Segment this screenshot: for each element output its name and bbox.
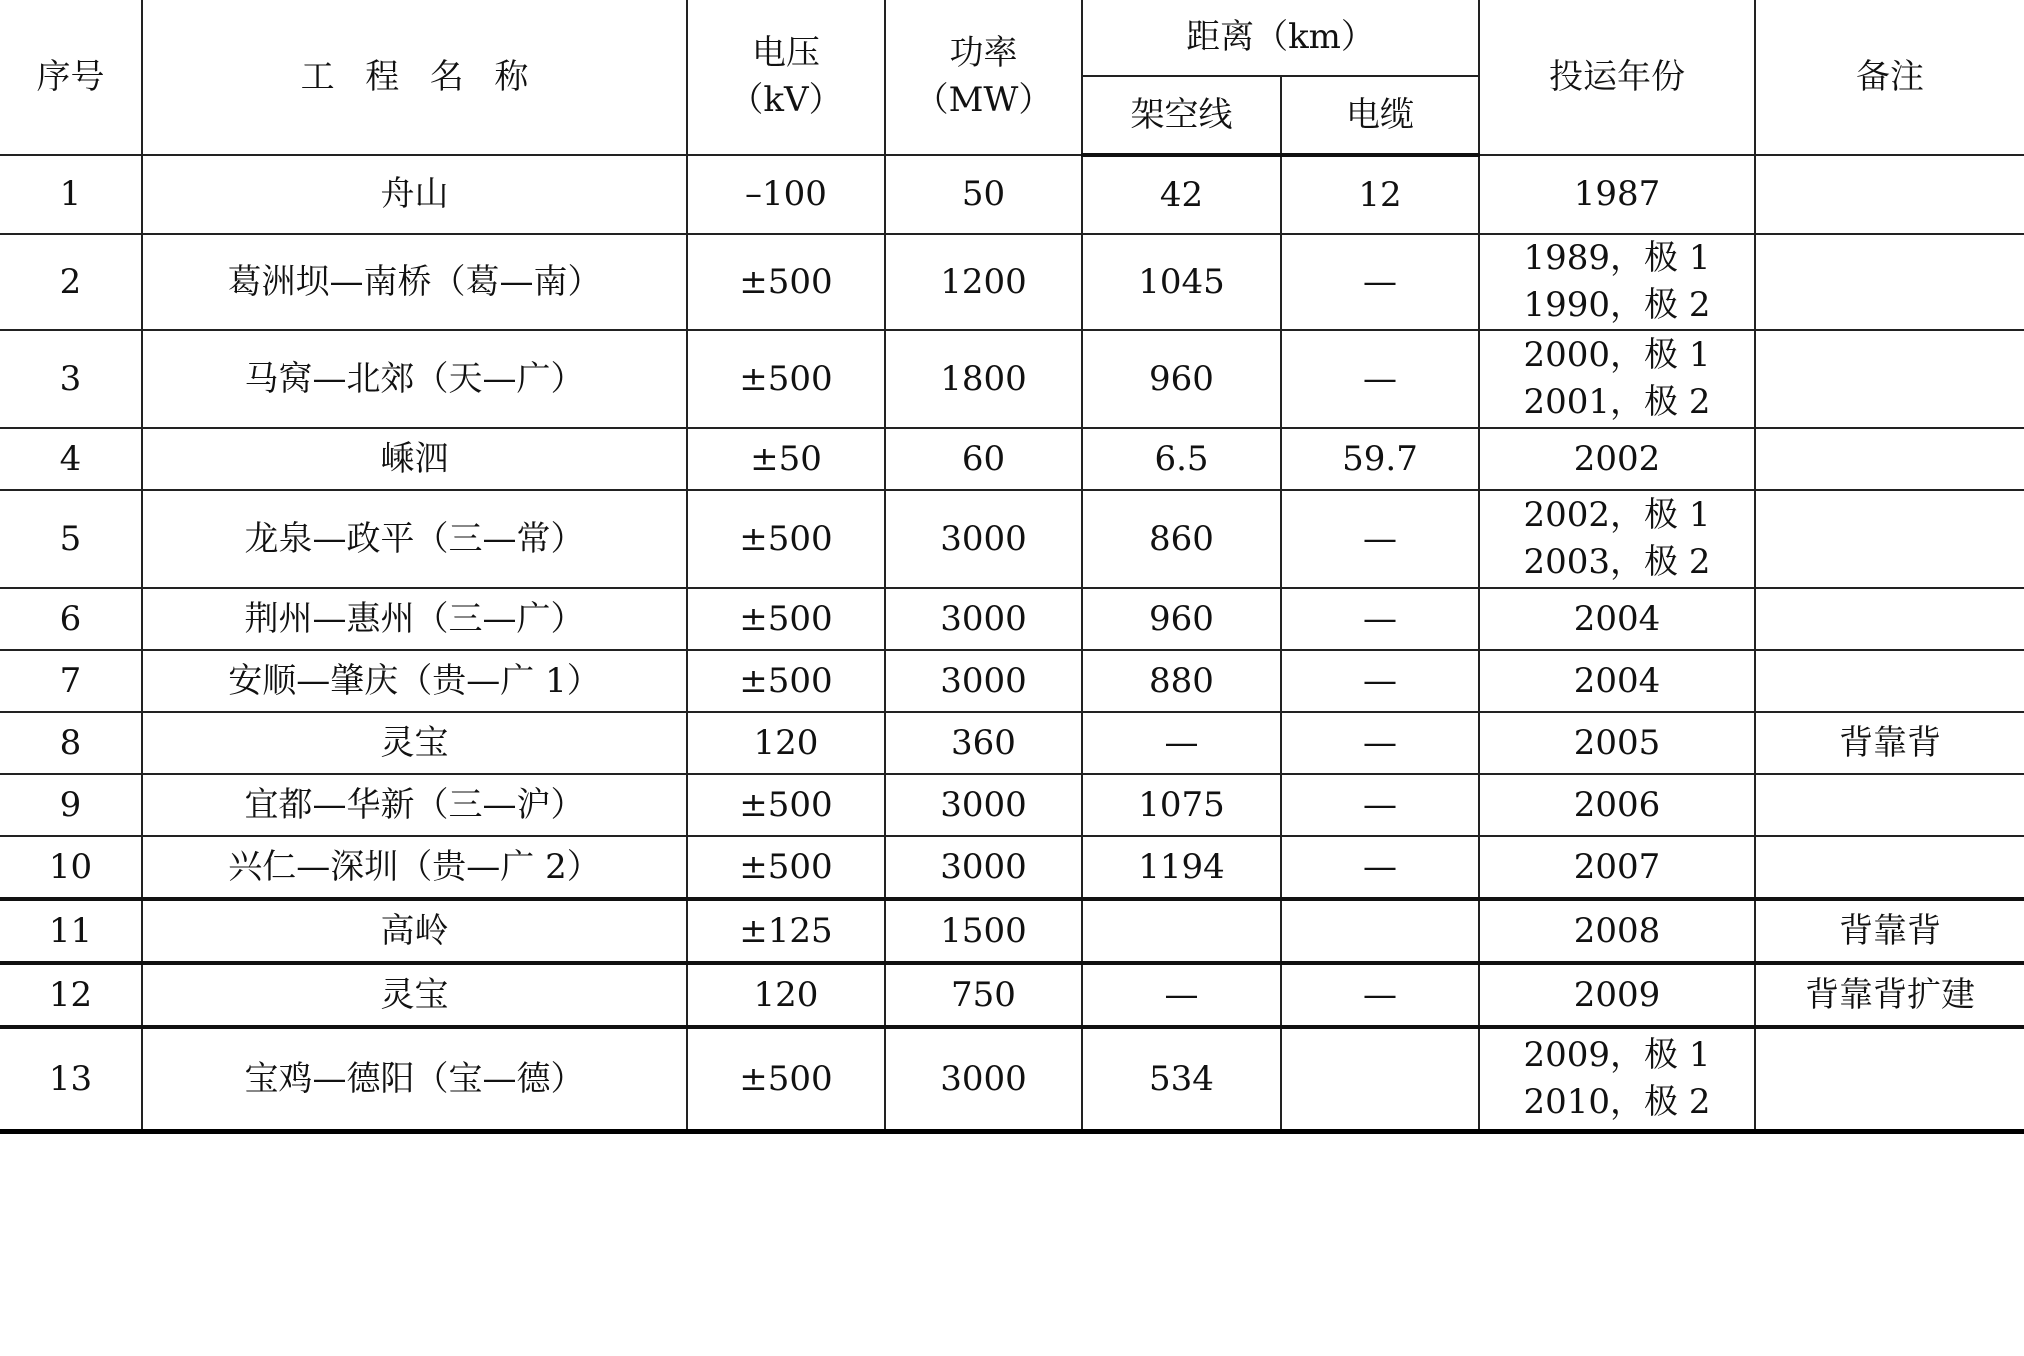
cell-year-line2: 2001，极 2 [1523,382,1711,422]
cell-voltage: ±500 [687,234,885,330]
cell-cable [1281,1027,1479,1132]
cell-year-line1: 2006 [1573,784,1661,825]
table-row [0,588,2024,650]
cell-note: 背靠背 [1755,712,2024,774]
cell-cable: — [1281,330,1479,428]
cell-year [1479,490,1755,588]
cell-index: 2 [0,234,142,330]
cell-overhead: 534 [1082,1027,1281,1132]
cell-year [1479,234,1755,330]
cell-note: 背靠背扩建 [1755,963,2024,1027]
cell-voltage: ±50 [687,428,885,490]
header-voltage-line1: 电压 [752,33,820,73]
cell-year-line1: 2000，极 1 [1523,335,1711,375]
cell-cable: — [1281,490,1479,588]
cell-note [1755,1027,2024,1132]
table-row [0,963,2024,1027]
cell-power: 750 [885,963,1082,1027]
cell-year-line1: 2002 [1573,438,1661,479]
cell-index: 7 [0,650,142,712]
header-index: 序号 [0,0,142,155]
cell-overhead: 42 [1082,155,1281,234]
cell-overhead: 1045 [1082,234,1281,330]
header-distance: 距离（km） [1082,0,1479,76]
table-row [0,234,2024,330]
cell-year [1479,650,1755,712]
cell-index: 12 [0,963,142,1027]
cell-year-line1: 2007 [1573,846,1661,887]
cell-year-line1: 2002，极 1 [1523,495,1711,535]
cell-overhead: 960 [1082,330,1281,428]
cell-overhead: 6.5 [1082,428,1281,490]
cell-note [1755,234,2024,330]
table-row [0,428,2024,490]
cell-note [1755,490,2024,588]
cell-year-line1: 2009，极 1 [1523,1035,1711,1075]
cell-power: 60 [885,428,1082,490]
cell-cable: — [1281,234,1479,330]
cell-power: 360 [885,712,1082,774]
cell-name: 灵宝 [142,712,687,774]
table-row [0,490,2024,588]
cell-name: 安顺—肇庆（贵—广 1） [142,650,687,712]
cell-year-line1: 2008 [1573,910,1661,951]
cell-overhead: 1075 [1082,774,1281,836]
cell-voltage: ±500 [687,1027,885,1132]
cell-name: 舟山 [142,155,687,234]
cell-overhead: — [1082,963,1281,1027]
cell-name: 葛洲坝—南桥（葛—南） [142,234,687,330]
cell-cable [1281,899,1479,963]
cell-name: 灵宝 [142,963,687,1027]
cell-power: 3000 [885,650,1082,712]
cell-note [1755,836,2024,899]
cell-year-line1: 2004 [1573,660,1661,701]
cell-overhead: 1194 [1082,836,1281,899]
table-row [0,155,2024,234]
cell-power: 3000 [885,588,1082,650]
cell-name: 兴仁—深圳（贵—广 2） [142,836,687,899]
header-name-text: 工程名称 [300,56,559,97]
cell-voltage: 120 [687,712,885,774]
header-cable: 电缆 [1281,76,1479,155]
table-header [0,0,2024,155]
cell-index: 13 [0,1027,142,1132]
cell-year-line1: 2009 [1573,974,1661,1015]
table-row [0,836,2024,899]
cell-index: 11 [0,899,142,963]
cell-note [1755,155,2024,234]
cell-note [1755,774,2024,836]
header-power [885,0,1082,155]
cell-overhead: 860 [1082,490,1281,588]
header-row-1 [0,0,2024,76]
table-row [0,712,2024,774]
table-row [0,774,2024,836]
cell-voltage: ±500 [687,774,885,836]
cell-voltage: ±500 [687,588,885,650]
cell-year [1479,963,1755,1027]
cell-name: 龙泉—政平（三—常） [142,490,687,588]
cell-index: 6 [0,588,142,650]
cell-power: 3000 [885,836,1082,899]
cell-year [1479,155,1755,234]
table-body [0,155,2024,1132]
header-voltage-line2: （kV） [729,80,843,120]
cell-cable: 59.7 [1281,428,1479,490]
cell-name: 宜都—华新（三—沪） [142,774,687,836]
cell-year [1479,774,1755,836]
cell-voltage: ±500 [687,330,885,428]
header-voltage [687,0,885,155]
cell-index: 10 [0,836,142,899]
cell-note [1755,588,2024,650]
cell-cable: 12 [1281,155,1479,234]
cell-index: 3 [0,330,142,428]
cell-name: 嵊泗 [142,428,687,490]
header-power-line1: 功率 [949,33,1018,73]
cell-note [1755,650,2024,712]
cell-power: 3000 [885,490,1082,588]
cell-note [1755,330,2024,428]
table-row [0,899,2024,963]
cell-name: 高岭 [142,899,687,963]
cell-year-line1: 2005 [1573,722,1661,763]
cell-name: 马窝—北郊（天—广） [142,330,687,428]
cell-note [1755,428,2024,490]
cell-year [1479,899,1755,963]
cell-cable: — [1281,774,1479,836]
cell-voltage: ±500 [687,650,885,712]
cell-power: 1200 [885,234,1082,330]
cell-power: 1800 [885,330,1082,428]
cell-year-line1: 2004 [1573,598,1661,639]
cell-year-line1: 1987 [1573,174,1661,214]
cell-name: 宝鸡—德阳（宝—德） [142,1027,687,1132]
cell-overhead: 880 [1082,650,1281,712]
cell-overhead: 960 [1082,588,1281,650]
cell-cable: — [1281,588,1479,650]
cell-year-line2: 1990，极 2 [1523,285,1711,325]
cell-year [1479,588,1755,650]
cell-index: 4 [0,428,142,490]
header-name [142,0,687,155]
cell-overhead: — [1082,712,1281,774]
cell-power: 50 [885,155,1082,234]
cell-cable: — [1281,836,1479,899]
header-note: 备注 [1755,0,2024,155]
table-row [0,650,2024,712]
cell-power: 3000 [885,774,1082,836]
cell-year [1479,1027,1755,1132]
cell-power: 1500 [885,899,1082,963]
cell-cable: — [1281,712,1479,774]
cell-note: 背靠背 [1755,899,2024,963]
header-power-line2: （MW） [914,80,1053,120]
cell-voltage: ±500 [687,490,885,588]
cell-cable: — [1281,963,1479,1027]
cell-index: 9 [0,774,142,836]
cell-index: 1 [0,155,142,234]
cell-power: 3000 [885,1027,1082,1132]
cell-cable: — [1281,650,1479,712]
cell-index: 5 [0,490,142,588]
cell-year [1479,836,1755,899]
header-year: 投运年份 [1479,0,1755,155]
cell-year-line2: 2003，极 2 [1523,542,1711,582]
cell-year [1479,712,1755,774]
cell-year-line1: 1989，极 1 [1523,238,1711,278]
cell-overhead [1082,899,1281,963]
header-overhead: 架空线 [1082,76,1281,155]
cell-year-line2: 2010，极 2 [1523,1082,1711,1122]
cell-voltage: –100 [687,155,885,234]
table-row [0,1027,2024,1132]
cell-voltage: 120 [687,963,885,1027]
cell-index: 8 [0,712,142,774]
cell-voltage: ±125 [687,899,885,963]
cell-voltage: ±500 [687,836,885,899]
cell-name: 荆州—惠州（三—广） [142,588,687,650]
cell-year [1479,428,1755,490]
table-row [0,330,2024,428]
cell-year [1479,330,1755,428]
